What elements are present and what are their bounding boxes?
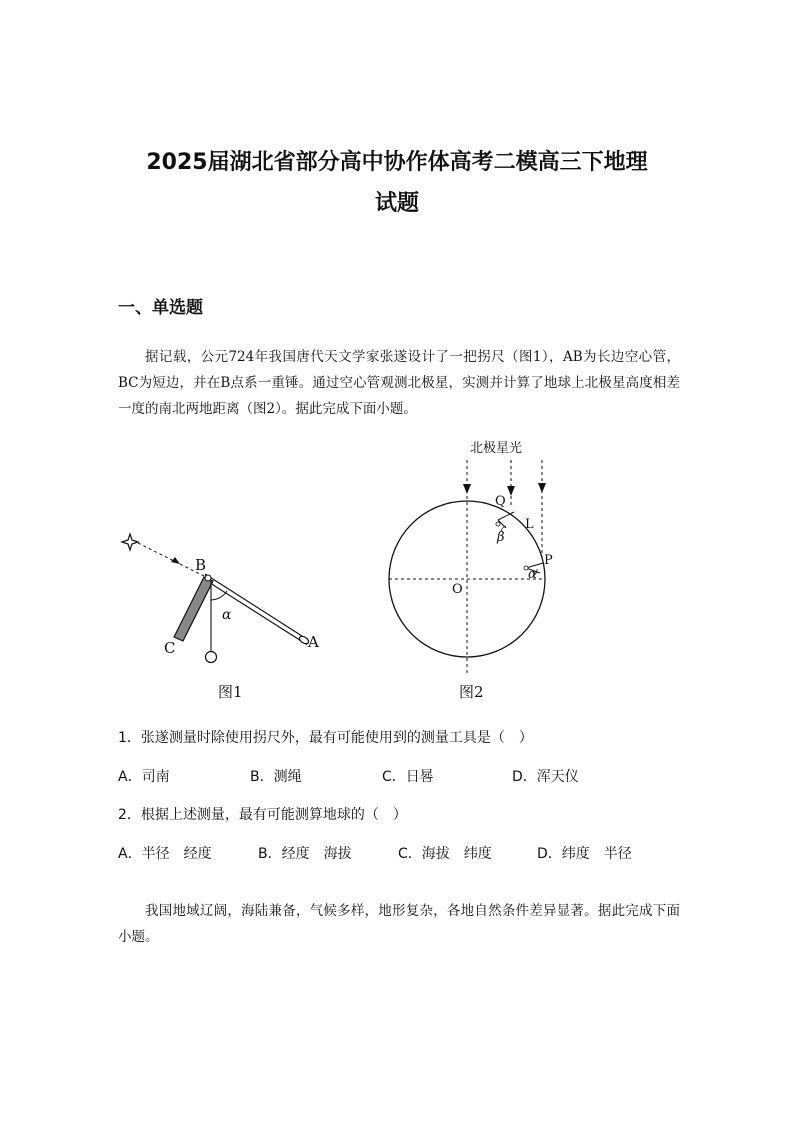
question-2-stem: 2．根据上述测量，最有可能测算地球的（ ） (118, 807, 407, 823)
question-1-stem: 1．张遂测量时除使用拐尺外，最有可能使用到的测量工具是（ ） (118, 730, 533, 746)
arm-bc (174, 577, 213, 641)
label-alpha: α (528, 567, 537, 582)
sight-line (138, 543, 178, 563)
q1-option-c[interactable]: C．日晷 (382, 769, 434, 785)
figure-2 (380, 436, 560, 686)
q1-option-a[interactable]: A．司南 (118, 769, 170, 785)
label-alpha: α (222, 607, 232, 623)
label-o: O (452, 582, 463, 597)
q2-option-c[interactable]: C．海拔 纬度 (398, 846, 492, 862)
label-p: P (544, 553, 553, 568)
label-a: A (308, 633, 319, 651)
ray-arrow-icon (538, 483, 546, 493)
figure-1 (110, 520, 330, 670)
label-b: B (195, 556, 207, 574)
intro-passage: 据记载，公元724年我国唐代天文学家张遂设计了一把拐尺（图1），AB为长边空心管，BC为短边，并在B点系一重锤。通过空心管观测北极星，实测并计算了地球上北极星高度相差一度的南北两地距离（图2）。据此完成下面小题。 (118, 349, 680, 417)
star-icon (122, 534, 138, 550)
label-l: L (525, 517, 534, 532)
figure-1-diagram (110, 520, 330, 670)
page-title (110, 142, 684, 224)
figure-2-caption: 图2 (459, 683, 484, 701)
label-beta: β (497, 530, 505, 545)
label-c: C (164, 639, 176, 657)
q2-option-b[interactable]: B．经度 海拔 (258, 846, 352, 862)
q2-option-a[interactable]: A．半径 经度 (118, 846, 212, 862)
intro-passage-2: 我国地域辽阔，海陆兼备，气候多样，地形复杂，各地自然条件差异显著。据此完成下面小题。 (118, 903, 680, 945)
polaris-light-title: 北极星光 (470, 441, 523, 456)
q2-option-d[interactable]: D．纬度 半径 (537, 846, 632, 862)
label-q: Q (495, 494, 506, 509)
figure-1-caption: 图1 (218, 683, 243, 701)
ray-arrow-icon (463, 484, 471, 494)
q1-option-b[interactable]: B．测绳 (250, 769, 302, 785)
section-heading: 一、单选题 (118, 298, 203, 318)
q1-option-d[interactable]: D．浑天仪 (512, 769, 579, 785)
ray-arrow-icon (507, 486, 515, 496)
figure-2-diagram (380, 436, 560, 686)
title-line-1: 2025届湖北省部分高中协作体高考二模高三下地理 (146, 150, 648, 175)
plumb-bob (206, 652, 217, 663)
title-line-2: 试题 (374, 191, 419, 216)
tube-ab (205, 574, 306, 644)
sight-arrow-icon (171, 557, 180, 564)
